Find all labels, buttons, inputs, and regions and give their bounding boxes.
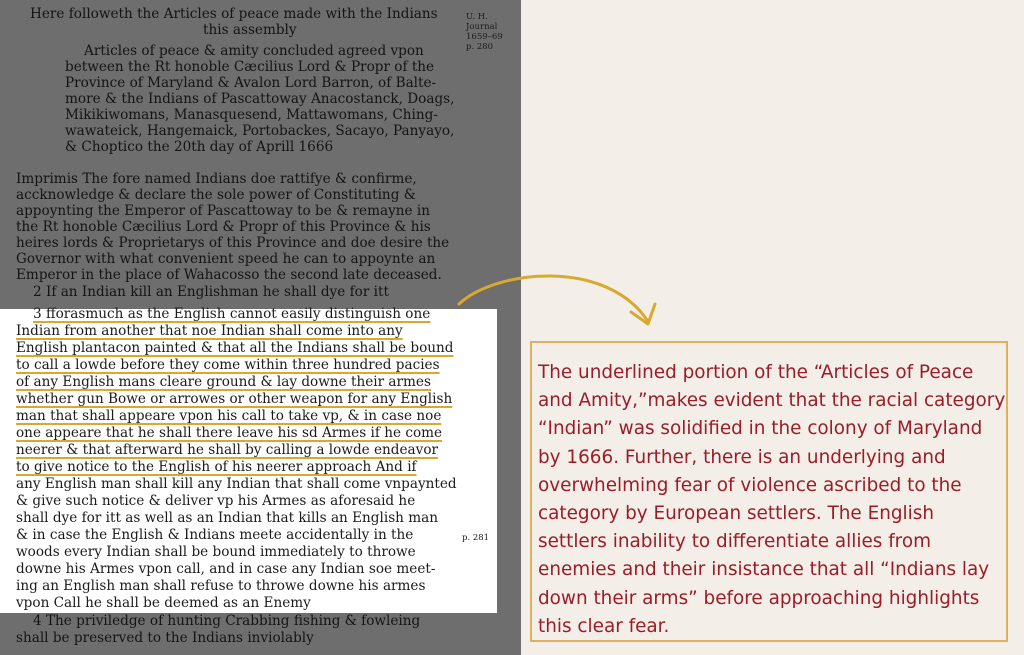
document-line: ing an English man shall refuse to throwe downe his armes [16,578,426,594]
document-line: & Choptico the 20th day of Aprill 1666 [65,139,334,155]
document-line: of any English mans cleare ground & lay downe their armes [16,374,431,390]
document-line: Governor with what convenient speed he can to appoynte an [16,251,436,267]
page-ref-281: p. 281 [462,533,490,543]
margin-ref-line-3: 1659–69 [466,32,503,42]
document-line: wawateick, Hangemaick, Portobackes, Sacayo, Panyayo, [65,123,455,139]
document-line: 2 If an Indian kill an Englishman he shall dye for itt [33,284,389,300]
document-line: appoynting the Emperor of Pascattoway to be & remayne in [16,203,430,219]
document-line: 4 The priviledge of hunting Crabbing fishing & fowleing [33,613,421,629]
document-line: any English man shall kill any Indian that shall come vnpaynted [16,476,457,492]
document-line: Province of Maryland & Avalon Lord Barron, of Balte- [65,75,437,91]
document-line: Indian from another that noe Indian shall come into any [16,323,403,339]
document-line: Articles of peace & amity concluded agreed vpon [84,43,424,59]
document-line: Emperor in the place of Wahacosso the second late deceased. [16,267,442,283]
document-line: accknowledge & declare the sole power of Constituting & [16,187,416,203]
document-line: whether gun Bowe or arrowes or other weapon for any English [16,391,453,407]
document-line: vpon Call he shall be deemed as an Enemy [16,595,311,611]
document-line: to call a lowde before they come within three hundred pacies [16,357,440,373]
document-line: downe his Armes vpon call, and in case any Indian soe meet- [16,561,436,577]
annotation-box [530,341,1008,642]
margin-ref-line-2: Journal [466,22,498,32]
document-line: Here followeth the Articles of peace made with the Indians [30,6,438,22]
document-line: this assembly [203,22,297,38]
annotation-text: The underlined portion of the “Articles of Peace and Amity,”makes evident that the racial category “Indian” was solidified in the colony of Maryland by 1666. Further, there is an underlying and overwhelming fear of violence ascribed to the category by European settlers. The English settlers inability to differentiate allies from enemies and their insistance that all “Indians lay down their arms” before approaching highlights this clear fear. [538,362,1006,637]
document-line: & in case the English & Indians meete accidentally in the [16,527,414,543]
document-line: the Rt honoble Cæcilius Lord & Propr of this Province & his [16,219,431,235]
document-line: between the Rt honoble Cæcilius Lord & Propr of the [65,59,435,75]
document-line: to give notice to the English of his neerer approach And if [16,459,417,475]
document-line: shall be preserved to the Indians inviolably [16,630,314,646]
document-line: 3 fforasmuch as the English cannot easily distinguish one [33,306,431,322]
margin-ref-line-1: U. H. [466,12,488,22]
document-line: more & the Indians of Pascattoway Anacostanck, Doags, [65,91,455,107]
document-line: woods every Indian shall be bound immediately to throwe [16,544,416,560]
document-line: Mikikiwomans, Manasquesend, Mattawomans, Ching- [65,107,438,123]
document-line: & give such notice & deliver vp his Armes as aforesaid he [16,493,416,509]
document-line: man that shall appeare vpon his call to take vp, & in case noe [16,408,442,424]
document-line: shall dye for itt as well as an Indian that kills an English man [16,510,439,526]
document-line: Imprimis The fore named Indians doe rattifye & confirme, [16,171,417,187]
document-line: English plantacon painted & that all the Indians shall be bound [16,340,454,356]
document-line: one appeare that he shall there leave his sd Armes if he come [16,425,443,441]
margin-ref-line-4: p. 280 [466,42,494,52]
document-line: heires lords & Proprietarys of this Province and doe desire the [16,235,450,251]
document-line: neerer & that afterward he shall by calling a lowde endeavor [16,442,439,458]
curved-arrow-icon [455,262,665,342]
